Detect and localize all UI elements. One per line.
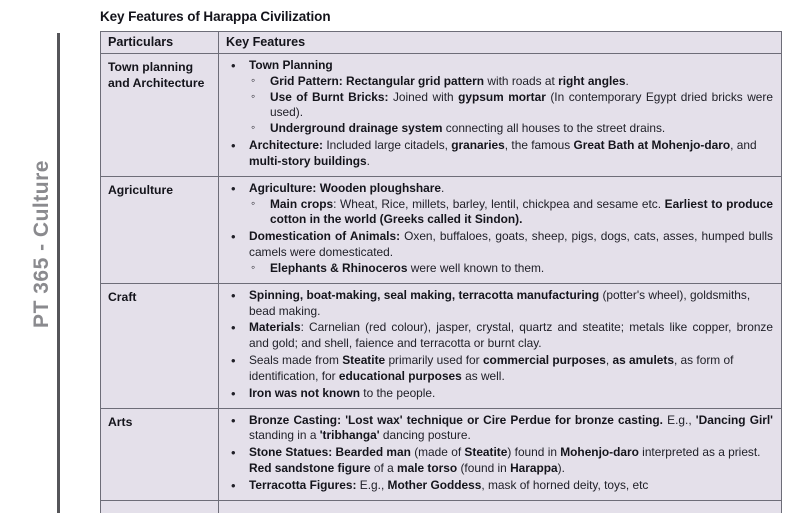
sub-item-bold2: right angles — [558, 73, 626, 88]
sub-item-mid: connecting all houses to the street drains. — [442, 121, 666, 136]
item-rest: Included large citadels, — [323, 138, 452, 153]
row-label-agriculture: Agriculture — [101, 176, 219, 283]
column-header-particulars: Particulars — [101, 32, 219, 54]
item-rest2: standing in a — [249, 428, 320, 443]
item-rest: . — [441, 180, 445, 195]
feature-list — [225, 181, 773, 277]
item-rest6: ). — [557, 461, 565, 476]
item-rest-bold: commercial purposes — [482, 353, 606, 368]
list-item — [249, 90, 773, 122]
sub-feature-list — [249, 197, 773, 229]
clipped-features-inner — [219, 501, 781, 513]
item-rest-bold3: multi-story buildings — [249, 153, 367, 168]
row-label-clipped — [101, 500, 219, 513]
item-lead: Terracotta Figures: — [249, 477, 357, 492]
list-item — [225, 353, 773, 385]
table-row — [101, 408, 782, 500]
item-rest2: ) found in — [507, 445, 561, 460]
sub-item-bold: Underground drainage system — [270, 121, 443, 136]
list-item — [225, 288, 773, 320]
clipped-features-text — [219, 501, 781, 502]
item-rest4: of a — [370, 461, 398, 476]
item-lead: Town Planning — [249, 58, 333, 72]
item-rest: to the people. — [359, 385, 436, 400]
item-rest: : Carnelian (red colour), jasper, crystal, quartz and steatite; metals like copper, bronze and gold; and shell, faience and terracotta or burnt clay. — [249, 320, 773, 351]
item-rest-bold2: Mohenjo-daro — [560, 445, 639, 460]
item-rest: E.g., — [663, 412, 696, 427]
document-content-column — [100, 0, 781, 513]
list-item — [225, 181, 773, 228]
item-rest-bold: Steatite — [464, 445, 508, 460]
list-item — [249, 197, 773, 229]
item-lead-plain: Seals made from — [249, 353, 343, 368]
item-lead: Architecture: — [249, 138, 324, 153]
item-rest: Oxen, buffaloes, goats, sheep, pigs, dogs, cats, asses, humped bulls camels were domesticated. — [249, 229, 773, 260]
list-item — [249, 121, 773, 137]
item-rest-bold2: as amulets — [612, 353, 674, 368]
list-item — [225, 413, 773, 445]
running-header-side-label: PT 365 - Culture — [30, 160, 53, 328]
item-rest4: . — [366, 153, 370, 168]
item-lead: Steatite — [342, 353, 386, 368]
list-item — [225, 229, 773, 276]
row-features-town-planning — [219, 54, 782, 177]
item-rest-bold5: Harappa — [510, 461, 558, 476]
row-features-agriculture — [219, 176, 782, 283]
item-rest2: , mask of horned deity, toys, etc — [481, 477, 649, 492]
table-header-row — [101, 32, 782, 54]
item-rest2: , the famous — [504, 138, 574, 153]
row-features-arts — [219, 408, 782, 500]
item-rest: primarily used for — [385, 353, 483, 368]
sub-item-bold: Elephants & Rhinoceros — [270, 260, 408, 275]
sub-item-mid: : Wheat, Rice, millets, barley, lentil, chickpea and sesame etc. — [333, 196, 665, 211]
item-rest: E.g., — [356, 477, 388, 492]
list-item — [225, 320, 773, 352]
item-rest4: as well. — [461, 368, 505, 383]
item-rest-bold: granaries — [451, 138, 505, 153]
table-row-clipped — [101, 500, 782, 513]
sub-item-tail: . — [625, 73, 629, 88]
item-rest3: interpreted as a priest. — [638, 445, 761, 460]
row-label-craft: Craft — [101, 283, 219, 408]
item-rest-bold2: 'tribhanga' — [319, 428, 380, 443]
list-item — [225, 386, 773, 402]
column-header-key-features: Key Features — [219, 32, 782, 54]
list-item — [249, 74, 773, 90]
sub-item-bold2: Earliest to produce cotton in the world (Greeks called it Sindon). — [270, 196, 774, 227]
sub-feature-list — [249, 261, 773, 277]
row-label-arts: Arts — [101, 408, 219, 500]
feature-list — [225, 58, 773, 170]
left-margin-rule — [57, 33, 60, 513]
item-rest-bold3: educational purposes — [338, 368, 462, 383]
item-rest-bold3: Red sandstone figure — [249, 461, 371, 476]
feature-list — [225, 288, 773, 402]
sub-feature-list — [249, 74, 773, 137]
sub-item-tail: (In contemporary Egypt dried bricks were used). — [270, 89, 773, 120]
item-rest3: , and — [730, 138, 757, 153]
item-rest5: (found in — [457, 461, 511, 476]
feature-list — [225, 413, 773, 494]
item-lead: Domestication of Animals: — [249, 229, 401, 244]
item-rest3: , as form of identification, for — [249, 353, 734, 383]
item-rest-bold: 'Dancing Girl' — [695, 412, 774, 427]
item-lead: Agriculture: Wooden ploughshare — [249, 180, 442, 195]
list-item — [225, 478, 773, 494]
item-lead: Bronze Casting: 'Lost wax' technique or Cire Perdue for bronze casting. — [249, 412, 663, 427]
item-rest: (made of — [410, 445, 465, 460]
sub-item-bold: Main crops — [270, 196, 334, 211]
item-rest-bold4: male torso — [397, 461, 458, 476]
sub-item-mid: Joined with — [388, 89, 459, 104]
item-lead: Iron was not known — [249, 385, 360, 400]
table-body — [101, 54, 782, 513]
item-lead: Materials — [249, 320, 301, 335]
row-features-clipped — [219, 500, 782, 513]
clipped-label-inner — [101, 501, 218, 513]
list-item — [249, 261, 773, 277]
item-rest-bold2: Great Bath at Mohenjo-daro — [573, 138, 731, 153]
item-rest3: dancing posture. — [379, 428, 471, 443]
table-row — [101, 176, 782, 283]
item-rest: (potter's wheel), goldsmiths, bead making. — [249, 287, 751, 318]
sub-item-bold2: gypsum mortar — [458, 89, 546, 104]
item-lead: Spinning, boat-making, seal making, terracotta manufacturing — [249, 287, 600, 302]
row-label-town-planning: Town planning and Architecture — [101, 54, 219, 177]
item-lead: Stone Statues: Bearded man — [249, 445, 411, 460]
page-title: Key Features of Harappa Civilization — [100, 9, 331, 24]
sub-item-bold: Grid Pattern: Rectangular grid pattern — [270, 73, 485, 88]
sub-item-mid: with roads at — [484, 73, 559, 88]
list-item — [225, 445, 773, 477]
sub-item-bold: Use of Burnt Bricks: — [270, 89, 389, 104]
row-features-craft — [219, 283, 782, 408]
item-rest2: , — [605, 353, 613, 368]
list-item — [225, 58, 773, 137]
list-item — [225, 138, 773, 170]
sub-item-mid: were well known to them. — [407, 260, 545, 275]
item-rest-bold: Mother Goddess — [387, 477, 482, 492]
table-row — [101, 283, 782, 408]
key-features-table — [100, 31, 782, 513]
table-row — [101, 54, 782, 177]
